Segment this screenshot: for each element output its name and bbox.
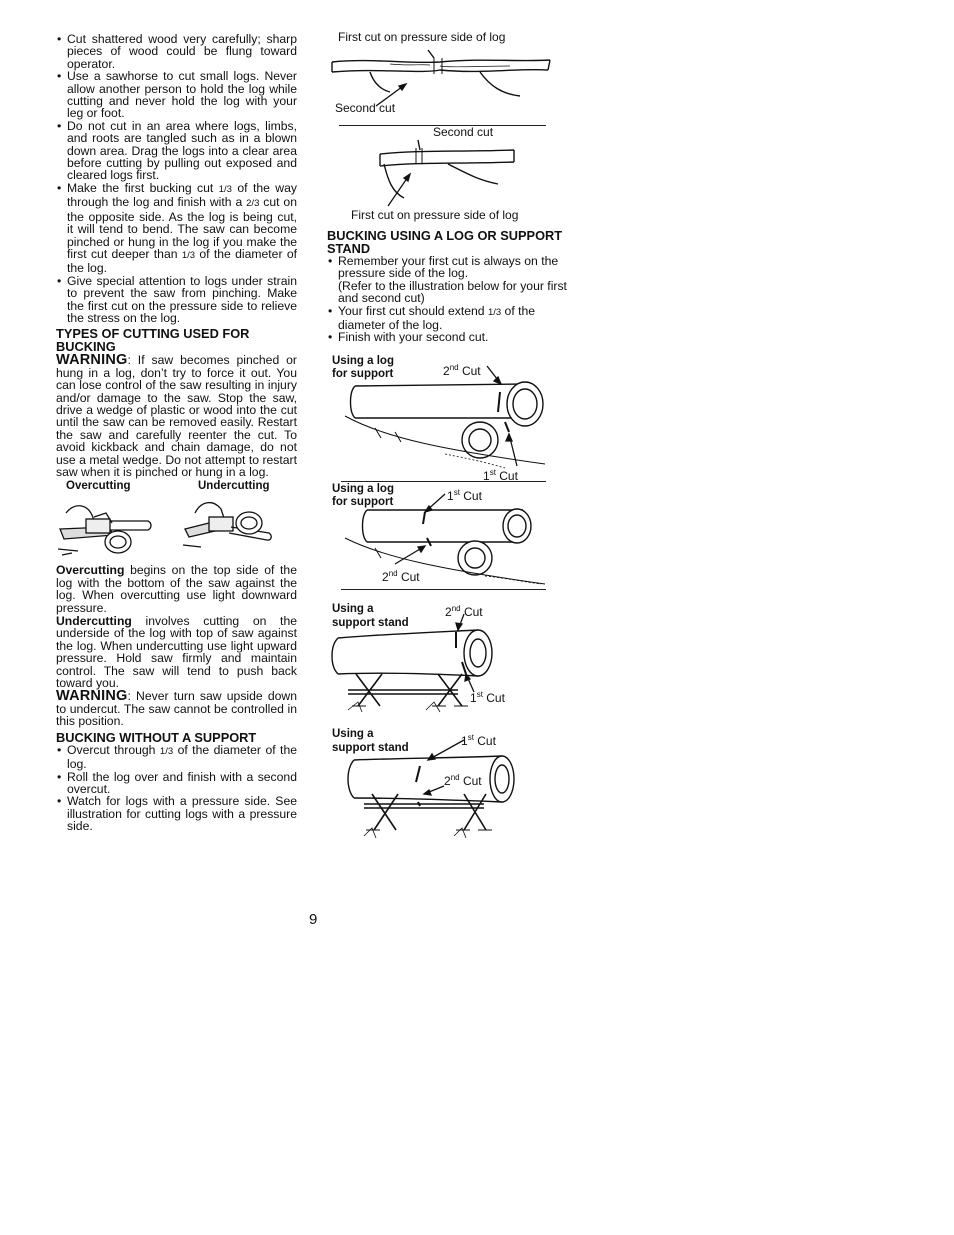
pressure-log-figure-1 [330, 44, 552, 104]
without-support-heading: BUCKING WITHOUT A SUPPORT [56, 729, 257, 745]
support-heading: BUCKING USING A LOG OR SUPPORT STAND [327, 228, 563, 256]
right-column [327, 229, 570, 344]
fig-c-second-cut: 2nd Cut [445, 604, 483, 619]
list-item: • Use a sawhorse to cut small logs. Never allow another person to hold the log while cutting and never hold the log with your leg or foot. [56, 70, 297, 120]
fig-c-label-line1: Using a [332, 603, 374, 615]
log-support-figure-a [345, 372, 550, 477]
support-bullets [327, 255, 570, 344]
fig-d-second-cut: 2nd Cut [444, 773, 482, 788]
fig-b-second-cut: 2nd Cut [382, 569, 420, 584]
warning-upside-down: WARNING: Never turn saw upside down to undercut. The saw cannot be controlled in this position. [56, 688, 297, 729]
fig-a-label-line2: for support [332, 368, 394, 380]
fig-d-label-line2: support stand [332, 742, 409, 754]
left-column [56, 33, 297, 833]
fig2-second-cut-label: Second cut [433, 125, 494, 139]
fig-b-label-line2: for support [332, 496, 394, 508]
fig-a-second-cut: 2nd Cut [443, 363, 481, 378]
overcutting-illustration [56, 495, 156, 557]
fig-c-label-line2: support stand [332, 617, 409, 629]
list-item: • Watch for logs with a pressure side. See illustration for cutting logs with a pressure side. [56, 795, 297, 832]
list-item: • Roll the log over and finish with a second overcut. [56, 771, 297, 796]
page-number: 9 [309, 911, 318, 928]
fig-b-first-cut: 1st Cut [447, 488, 482, 503]
fig-d-first-cut: 1st Cut [461, 733, 496, 748]
divider [341, 589, 546, 590]
warning-pinched: WARNING: If saw becomes pinched or hung in a log, don’t try to force it out. You can lose control of the saw resulting in injury and/or damage to the saw. Stop the saw, drive a wedge of plastic or wood into the cut until the saw can be removed easily. Restart the saw and carefully reenter the cut. To avoid kickback and chain damage, do not use a metal wedge. Do not attempt to restart saw when it is pinched or hung in a log. [56, 352, 297, 479]
safety-bullets [56, 33, 297, 324]
list-item: • Your first cut should extend 1/3 of the diameter of the log. [327, 305, 570, 332]
list-item: • Cut shattered wood very carefully; sharp pieces of wood could be flung toward operator. [56, 33, 297, 70]
support-stand-figure-d [344, 746, 519, 842]
log-support-figure-b [345, 498, 550, 590]
list-item: • Finish with your second cut. [327, 331, 570, 343]
list-item: • Give special attention to logs under strain to prevent the saw from pinching. Make the first cut on the pressure side to relieve the stress on the log. [56, 275, 297, 325]
overcutting-paragraph: Overcutting begins on the top side of the log with the bottom of the saw against the log. When overcutting use light downward pressure. [56, 563, 297, 615]
undercutting-label: Undercutting [198, 480, 270, 493]
without-support-bullets [56, 744, 297, 833]
overcutting-label: Overcutting [66, 480, 131, 493]
pressure-log-figure-2 [378, 140, 518, 208]
list-item: • Overcut through 1/3 of the diameter of the log. [56, 744, 297, 771]
list-item: • Do not cut in an area where logs, limbs, and roots are tangled such as in a blown down area. Drag the logs into a clear area before cutting by pulling out exposed and cleared logs first. [56, 120, 297, 182]
types-heading: TYPES OF CUTTING USED FOR BUCKING [56, 326, 250, 355]
undercutting-illustration [181, 493, 281, 555]
fig-a-label-line1: Using a log [332, 355, 394, 367]
list-item: • Make the first bucking cut 1/3 of the way through the log and finish with a 2/3 cut on the opposite side. As the log is being cut, it will tend to bend. The saw can become pinched or hung in the log if you make the first cut deeper than 1/3 of the diameter of the log. [56, 182, 297, 275]
divider [341, 481, 546, 482]
fig1-first-cut-label: First cut on pressure side of log [338, 30, 506, 44]
fig2-first-cut-label: First cut on pressure side of log [351, 208, 519, 222]
fig1-second-cut-label: Second cut [335, 101, 396, 115]
fig-c-first-cut: 1st Cut [470, 690, 505, 705]
fig-d-label-line1: Using a [332, 728, 374, 740]
undercutting-paragraph: Undercutting involves cutting on the underside of the log with top of saw against the log. When undercutting use light upward pressure. Hold saw firmly and maintain control. The saw will tend to push back toward you. [56, 614, 297, 691]
fig-a-first-cut: 1st Cut [483, 468, 518, 483]
list-item: • Remember your first cut is always on the pressure side of the log. (Refer to the illustration below for your first and second cut) [327, 255, 570, 305]
fig-b-label-line1: Using a log [332, 483, 394, 495]
